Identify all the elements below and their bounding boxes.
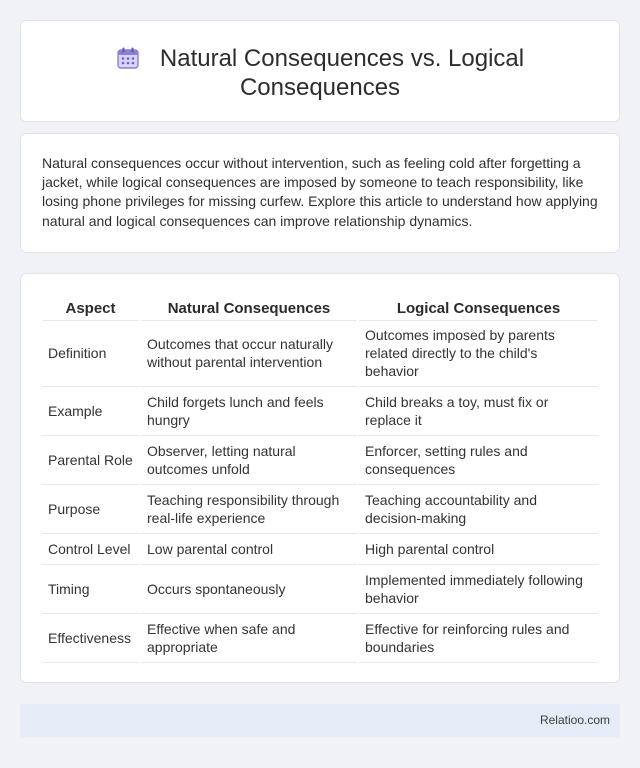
table-row bbox=[42, 613, 598, 662]
title-line-1: Natural Consequences vs. Logical bbox=[159, 45, 525, 72]
aspect-cell: Effectiveness bbox=[42, 613, 140, 662]
table-row bbox=[42, 320, 598, 386]
table-row bbox=[42, 484, 598, 533]
aspect-cell: Control Level bbox=[42, 533, 140, 564]
comparison-card bbox=[20, 273, 620, 683]
aspect-cell: Parental Role bbox=[42, 435, 140, 484]
natural-cell: Low parental control bbox=[140, 533, 358, 564]
natural-cell: Child forgets lunch and feels hungry bbox=[140, 386, 358, 435]
footer-site-link[interactable]: Relatioo.com bbox=[539, 713, 610, 727]
logical-cell: High parental control bbox=[358, 533, 598, 564]
logical-cell: Child breaks a toy, must fix or replace it bbox=[358, 386, 598, 435]
page-title bbox=[21, 44, 619, 102]
natural-cell: Teaching responsibility through real-life experience bbox=[140, 484, 358, 533]
header-logical: Logical Consequences bbox=[358, 290, 598, 320]
logical-cell: Effective for reinforcing rules and boundaries bbox=[358, 613, 598, 662]
table-header-row bbox=[42, 290, 598, 320]
aspect-cell: Example bbox=[42, 386, 140, 435]
natural-cell: Outcomes that occur naturally without parental intervention bbox=[140, 320, 358, 386]
aspect-cell: Purpose bbox=[42, 484, 140, 533]
aspect-cell: Timing bbox=[42, 564, 140, 613]
table-row bbox=[42, 533, 598, 564]
comparison-table bbox=[42, 290, 598, 663]
intro-paragraph: Natural consequences occur without intervention, such as feeling cold after forgetting a jacket, while logical consequences are imposed by someone to teach responsibility, like losing phone privileges for missing curfew. Explore this article to understand how applying natural and logical consequences can improve relationship dynamics. bbox=[42, 155, 598, 229]
calendar-icon bbox=[116, 46, 140, 70]
aspect-cell: Definition bbox=[42, 320, 140, 386]
header-natural: Natural Consequences bbox=[140, 290, 358, 320]
table-row bbox=[42, 435, 598, 484]
natural-cell: Occurs spontaneously bbox=[140, 564, 358, 613]
intro-card bbox=[20, 133, 620, 253]
logical-cell: Implemented immediately following behavior bbox=[358, 564, 598, 613]
logical-cell: Teaching accountability and decision-making bbox=[358, 484, 598, 533]
logical-cell: Enforcer, setting rules and consequences bbox=[358, 435, 598, 484]
table-row bbox=[42, 564, 598, 613]
logical-cell: Outcomes imposed by parents related directly to the child's behavior bbox=[358, 320, 598, 386]
title-line-2: Consequences bbox=[239, 74, 401, 101]
title-card bbox=[20, 20, 620, 122]
natural-cell: Effective when safe and appropriate bbox=[140, 613, 358, 662]
natural-cell: Observer, letting natural outcomes unfold bbox=[140, 435, 358, 484]
table-row bbox=[42, 386, 598, 435]
header-aspect: Aspect bbox=[65, 300, 116, 318]
footer bbox=[20, 704, 620, 737]
